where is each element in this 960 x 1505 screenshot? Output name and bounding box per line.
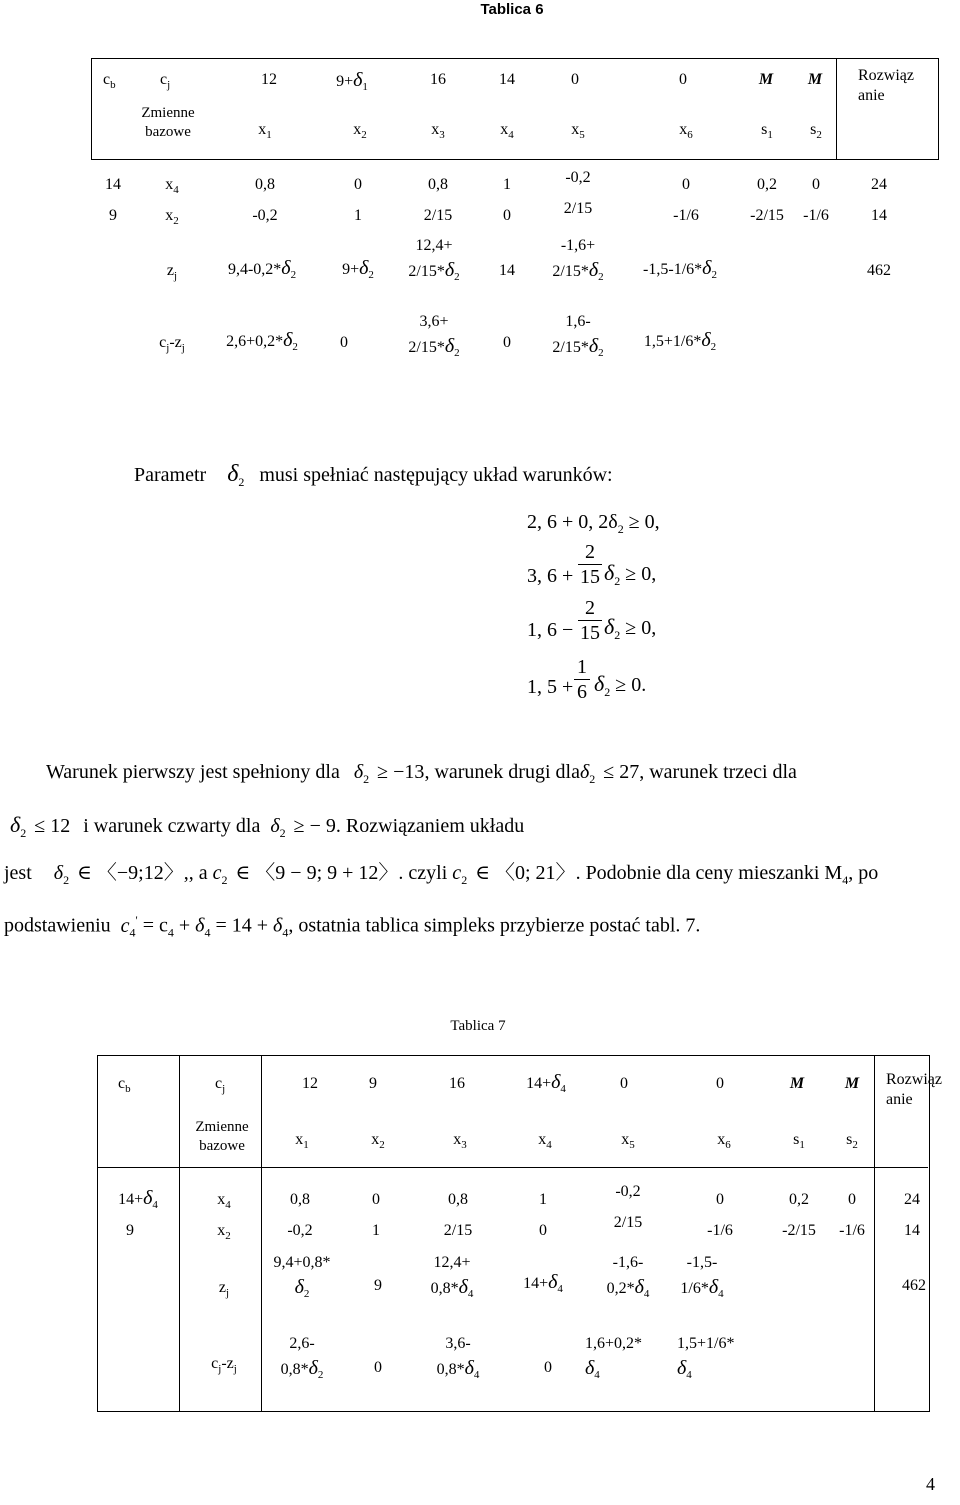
t7-r2-basis: $x_2$ <box>217 1222 231 1243</box>
t6-cz-c4: 0 <box>503 334 511 351</box>
t7-cb-label: $c_b$ <box>118 1075 131 1096</box>
inequality-1: 2, 6 + 0, $2\delta_2 \ge 0$, <box>527 511 660 536</box>
t7-cost-5: 0 <box>620 1075 628 1092</box>
t7-r1-basis: $x_4$ <box>217 1191 231 1212</box>
t7-r2-v3: 2/15 <box>443 1222 473 1239</box>
t6-zj-c2: $9+\delta_2$ <box>342 257 374 282</box>
t7-var-x6: $x_6$ <box>717 1131 731 1152</box>
t7-cz-c5: 1,6+0,2* $\delta_4$ <box>585 1335 643 1382</box>
t6-r2-v8: -1/6 <box>803 207 829 224</box>
t6-r2-v4: 0 <box>503 207 511 224</box>
t7-r1-v8: 0 <box>848 1191 856 1208</box>
t7-var-x4: $x_4$ <box>538 1131 552 1152</box>
t6-var-x6: $x_6$ <box>679 121 693 142</box>
t6-cost-4: 14 <box>499 71 515 88</box>
t7-r1-v6: 0 <box>716 1191 724 1208</box>
t6-cz-c5: 1,6- $2/15*\delta_2$ <box>552 313 604 360</box>
t7-zj-label: $z_j$ <box>218 1279 230 1300</box>
t7-cost-3: 16 <box>449 1075 465 1092</box>
t6-r1-v8: 0 <box>812 176 820 193</box>
t7-r2-v4: 0 <box>539 1222 547 1239</box>
t6-cost-7: M <box>758 71 774 88</box>
t6-zj-c3: 12,4+ $2/15*\delta_2$ <box>408 237 460 284</box>
t7-cost-4: $14+\delta_4$ <box>526 1071 566 1096</box>
t7-var-x2: $x_2$ <box>371 1131 385 1152</box>
t7-r1-v2: 0 <box>372 1191 380 1208</box>
t7-r2-v5: 2/15 <box>613 1214 643 1231</box>
t6-r1-v2: 0 <box>354 176 362 193</box>
t7-zj-c4: $14+\delta_4$ <box>523 1271 563 1296</box>
table6-rhs-divider <box>836 58 837 159</box>
inequality-3-fraction: 2 15 <box>580 597 600 644</box>
conditions-line-2: $\delta_2 \le 12$ i warunek czwarty dla $\delta_2$ ≥ − 9. Rozwiązaniem układu <box>10 812 525 840</box>
t7-cz-label: $c_j-z_j$ <box>211 1355 237 1376</box>
t6-r2-basis: $x_2$ <box>165 207 179 228</box>
inequality-2-left: 3, 6 + <box>527 565 574 587</box>
t6-r1-basis: $x_4$ <box>165 176 179 197</box>
t7-zj-c3: 12,4+ $0,8*\delta_4$ <box>430 1254 474 1301</box>
t6-r2-v1: -0,2 <box>252 207 278 224</box>
t7-cz-c1: 2,6- $0,8*\delta_2$ <box>280 1335 324 1382</box>
t6-zj-c6: $-1,5-1/6*\delta_2$ <box>643 257 717 282</box>
t6-cost-3: 16 <box>430 71 446 88</box>
table7-header-divider <box>97 1167 928 1168</box>
conditions-line-4: podstawieniu $c_4' = c_4 + \delta_4 = 14 + \delta_4$, ostatnia tablica simpleks przybierze postać tabl. 7. <box>4 913 701 940</box>
table7-divider-2 <box>261 1055 262 1411</box>
t6-cz-c1: $2,6+0,2*\delta_2$ <box>226 329 298 354</box>
t7-r1-v5: -0,2 <box>615 1183 641 1200</box>
t6-r1-v6: 0 <box>682 176 690 193</box>
t6-cz-label: $c_j-z_j$ <box>159 334 185 355</box>
table7-title: Tablica 7 <box>450 1018 506 1034</box>
conditions-line-3: jest $\delta_2$ ∈ 〈−9;12〉,, a $c_2$ ∈ 〈9 − 9; 9 + 12〉. czyli $c_2$ ∈ 〈0; 21〉. Podobnie dla ceny mieszanki $M_4$, po <box>4 862 879 887</box>
t7-zj-rhs: 462 <box>902 1277 926 1294</box>
t6-zj-label: $z_j$ <box>166 262 178 283</box>
t7-r2-v8: -1/6 <box>839 1222 865 1239</box>
t7-r1-rhs: 24 <box>904 1191 920 1208</box>
t7-cost-7: M <box>789 1075 805 1092</box>
t6-r2-cb: 9 <box>109 207 117 224</box>
t6-cz-c2: 0 <box>340 334 348 351</box>
t6-zj-c4: 14 <box>499 262 515 279</box>
t7-cj-label: $c_j$ <box>215 1075 226 1096</box>
table6-header-divider <box>91 159 939 160</box>
t6-var-s1: $s_1$ <box>761 121 773 142</box>
t7-r2-cb: 9 <box>126 1222 134 1239</box>
t7-zj-c5: -1,6- $0,2*\delta_4$ <box>606 1254 650 1301</box>
t7-r1-v1: 0,8 <box>290 1191 310 1208</box>
t7-r2-rhs: 14 <box>904 1222 920 1239</box>
t7-zmienne-bazowe-label: Zmienne bazowe <box>195 1119 249 1154</box>
t7-cz-c2: 0 <box>374 1359 382 1376</box>
t7-r1-cb: $14+\delta_4$ <box>118 1187 158 1212</box>
t6-r2-rhs: 14 <box>871 207 887 224</box>
t6-cb-label: $c_b$ <box>103 71 116 92</box>
t6-var-x3: $x_3$ <box>431 121 445 142</box>
t7-r2-v2: 1 <box>372 1222 380 1239</box>
table7-divider-3 <box>874 1055 875 1411</box>
t6-cost-8: M <box>807 71 823 88</box>
t6-r2-v3: 2/15 <box>423 207 453 224</box>
table6-title: Tablica 6 <box>480 1 544 18</box>
t6-r2-v5: 2/15 <box>563 200 593 217</box>
t6-zmienne-bazowe-label: Zmienne bazowe <box>141 105 195 140</box>
table6-left-border <box>91 58 92 159</box>
t6-r2-v2: 1 <box>354 207 362 224</box>
t7-var-s1: $s_1$ <box>793 1131 805 1152</box>
t6-var-x1: $x_1$ <box>258 121 272 142</box>
t6-cz-c6: $1,5+1/6*\delta_2$ <box>643 329 717 354</box>
t7-zj-c1: 9,4+0,8* $\delta_2$ <box>273 1254 331 1301</box>
t7-var-x3: $x_3$ <box>453 1131 467 1152</box>
t6-var-x2: $x_2$ <box>353 121 367 142</box>
t7-zj-c2: 9 <box>374 1277 382 1294</box>
t7-zj-c6: -1,5- $1/6*\delta_4$ <box>680 1254 724 1301</box>
t6-cost-2: $9+\delta_1$ <box>336 69 368 94</box>
inequality-2-fraction: 2 15 <box>580 541 600 588</box>
t7-cz-c3: 3,6- $0,8*\delta_4$ <box>436 1335 480 1382</box>
param-intro-text: Parametr $\delta_2$ musi spełniać następujący układ warunków: <box>134 461 613 489</box>
t6-var-x5: $x_5$ <box>571 121 585 142</box>
inequality-3-left: 1, 6 − <box>527 619 574 641</box>
t7-cost-6: 0 <box>716 1075 724 1092</box>
t6-r2-v6: -1/6 <box>673 207 699 224</box>
t6-zj-rhs: 462 <box>867 262 891 279</box>
t6-cost-5: 0 <box>571 71 579 88</box>
t6-r1-v4: 1 <box>503 176 511 193</box>
t6-rozwiazanie-label: Rozwiąz anie <box>858 67 914 104</box>
table6-top-border <box>91 58 939 59</box>
conditions-line-1: Warunek pierwszy jest spełniony dla $\delta_2 \ge -13$, warunek drugi dlaδ$_2$ ≤ 27, warunek trzeci dla <box>46 761 797 786</box>
t6-r1-rhs: 24 <box>871 176 887 193</box>
t6-r1-v3: 0,8 <box>428 176 448 193</box>
t6-var-s2: $s_2$ <box>810 121 822 142</box>
t7-r2-v6: -1/6 <box>707 1222 733 1239</box>
t7-cost-8: M <box>844 1075 860 1092</box>
t6-cz-c3: 3,6+ $2/15*\delta_2$ <box>408 313 460 360</box>
t7-var-s2: $s_2$ <box>846 1131 858 1152</box>
inequality-3-right: $\delta_2 \ge 0$, <box>604 614 657 642</box>
inequality-4-right: $\delta_2 \ge 0$. <box>594 671 647 699</box>
t6-r2-v7: -2/15 <box>750 207 784 224</box>
t6-zj-c1: $9,4-0,2*\delta_2$ <box>227 257 297 282</box>
inequality-4-fraction: 1 6 <box>574 657 590 702</box>
table6-right-border <box>938 58 939 159</box>
t6-cost-1: 12 <box>261 71 277 88</box>
t6-r1-cb: 14 <box>105 176 121 193</box>
t7-r1-v3: 0,8 <box>448 1191 468 1208</box>
t7-cz-c6: 1,5+1/6* $\delta_4$ <box>677 1335 735 1382</box>
t7-r1-v4: 1 <box>539 1191 547 1208</box>
t7-r2-v7: -2/15 <box>782 1222 816 1239</box>
t6-var-x4: $x_4$ <box>500 121 514 142</box>
t7-cost-1: 12 <box>302 1075 318 1092</box>
t6-cost-6: 0 <box>679 71 687 88</box>
inequality-2-right: $\delta_2 \ge 0$, <box>604 560 657 588</box>
t6-cj-label: $c_j$ <box>160 71 171 92</box>
t6-zj-c5: -1,6+ $2/15*\delta_2$ <box>552 237 604 284</box>
t7-cost-2: 9 <box>369 1075 377 1092</box>
t7-r2-v1: -0,2 <box>287 1222 313 1239</box>
t7-var-x5: $x_5$ <box>621 1131 635 1152</box>
t6-r1-v7: 0,2 <box>757 176 777 193</box>
t7-rozwiazanie-label: Rozwiąz anie <box>886 1071 942 1108</box>
t7-cz-c4: 0 <box>544 1359 552 1376</box>
page-number: 4 <box>926 1474 935 1494</box>
t6-r1-v5: -0,2 <box>565 169 591 186</box>
inequality-4-left: 1, 5 + <box>527 676 574 698</box>
t7-var-x1: $x_1$ <box>295 1131 309 1152</box>
table7-divider-1 <box>179 1055 180 1411</box>
t7-r1-v7: 0,2 <box>789 1191 809 1208</box>
t6-r1-v1: 0,8 <box>255 176 275 193</box>
